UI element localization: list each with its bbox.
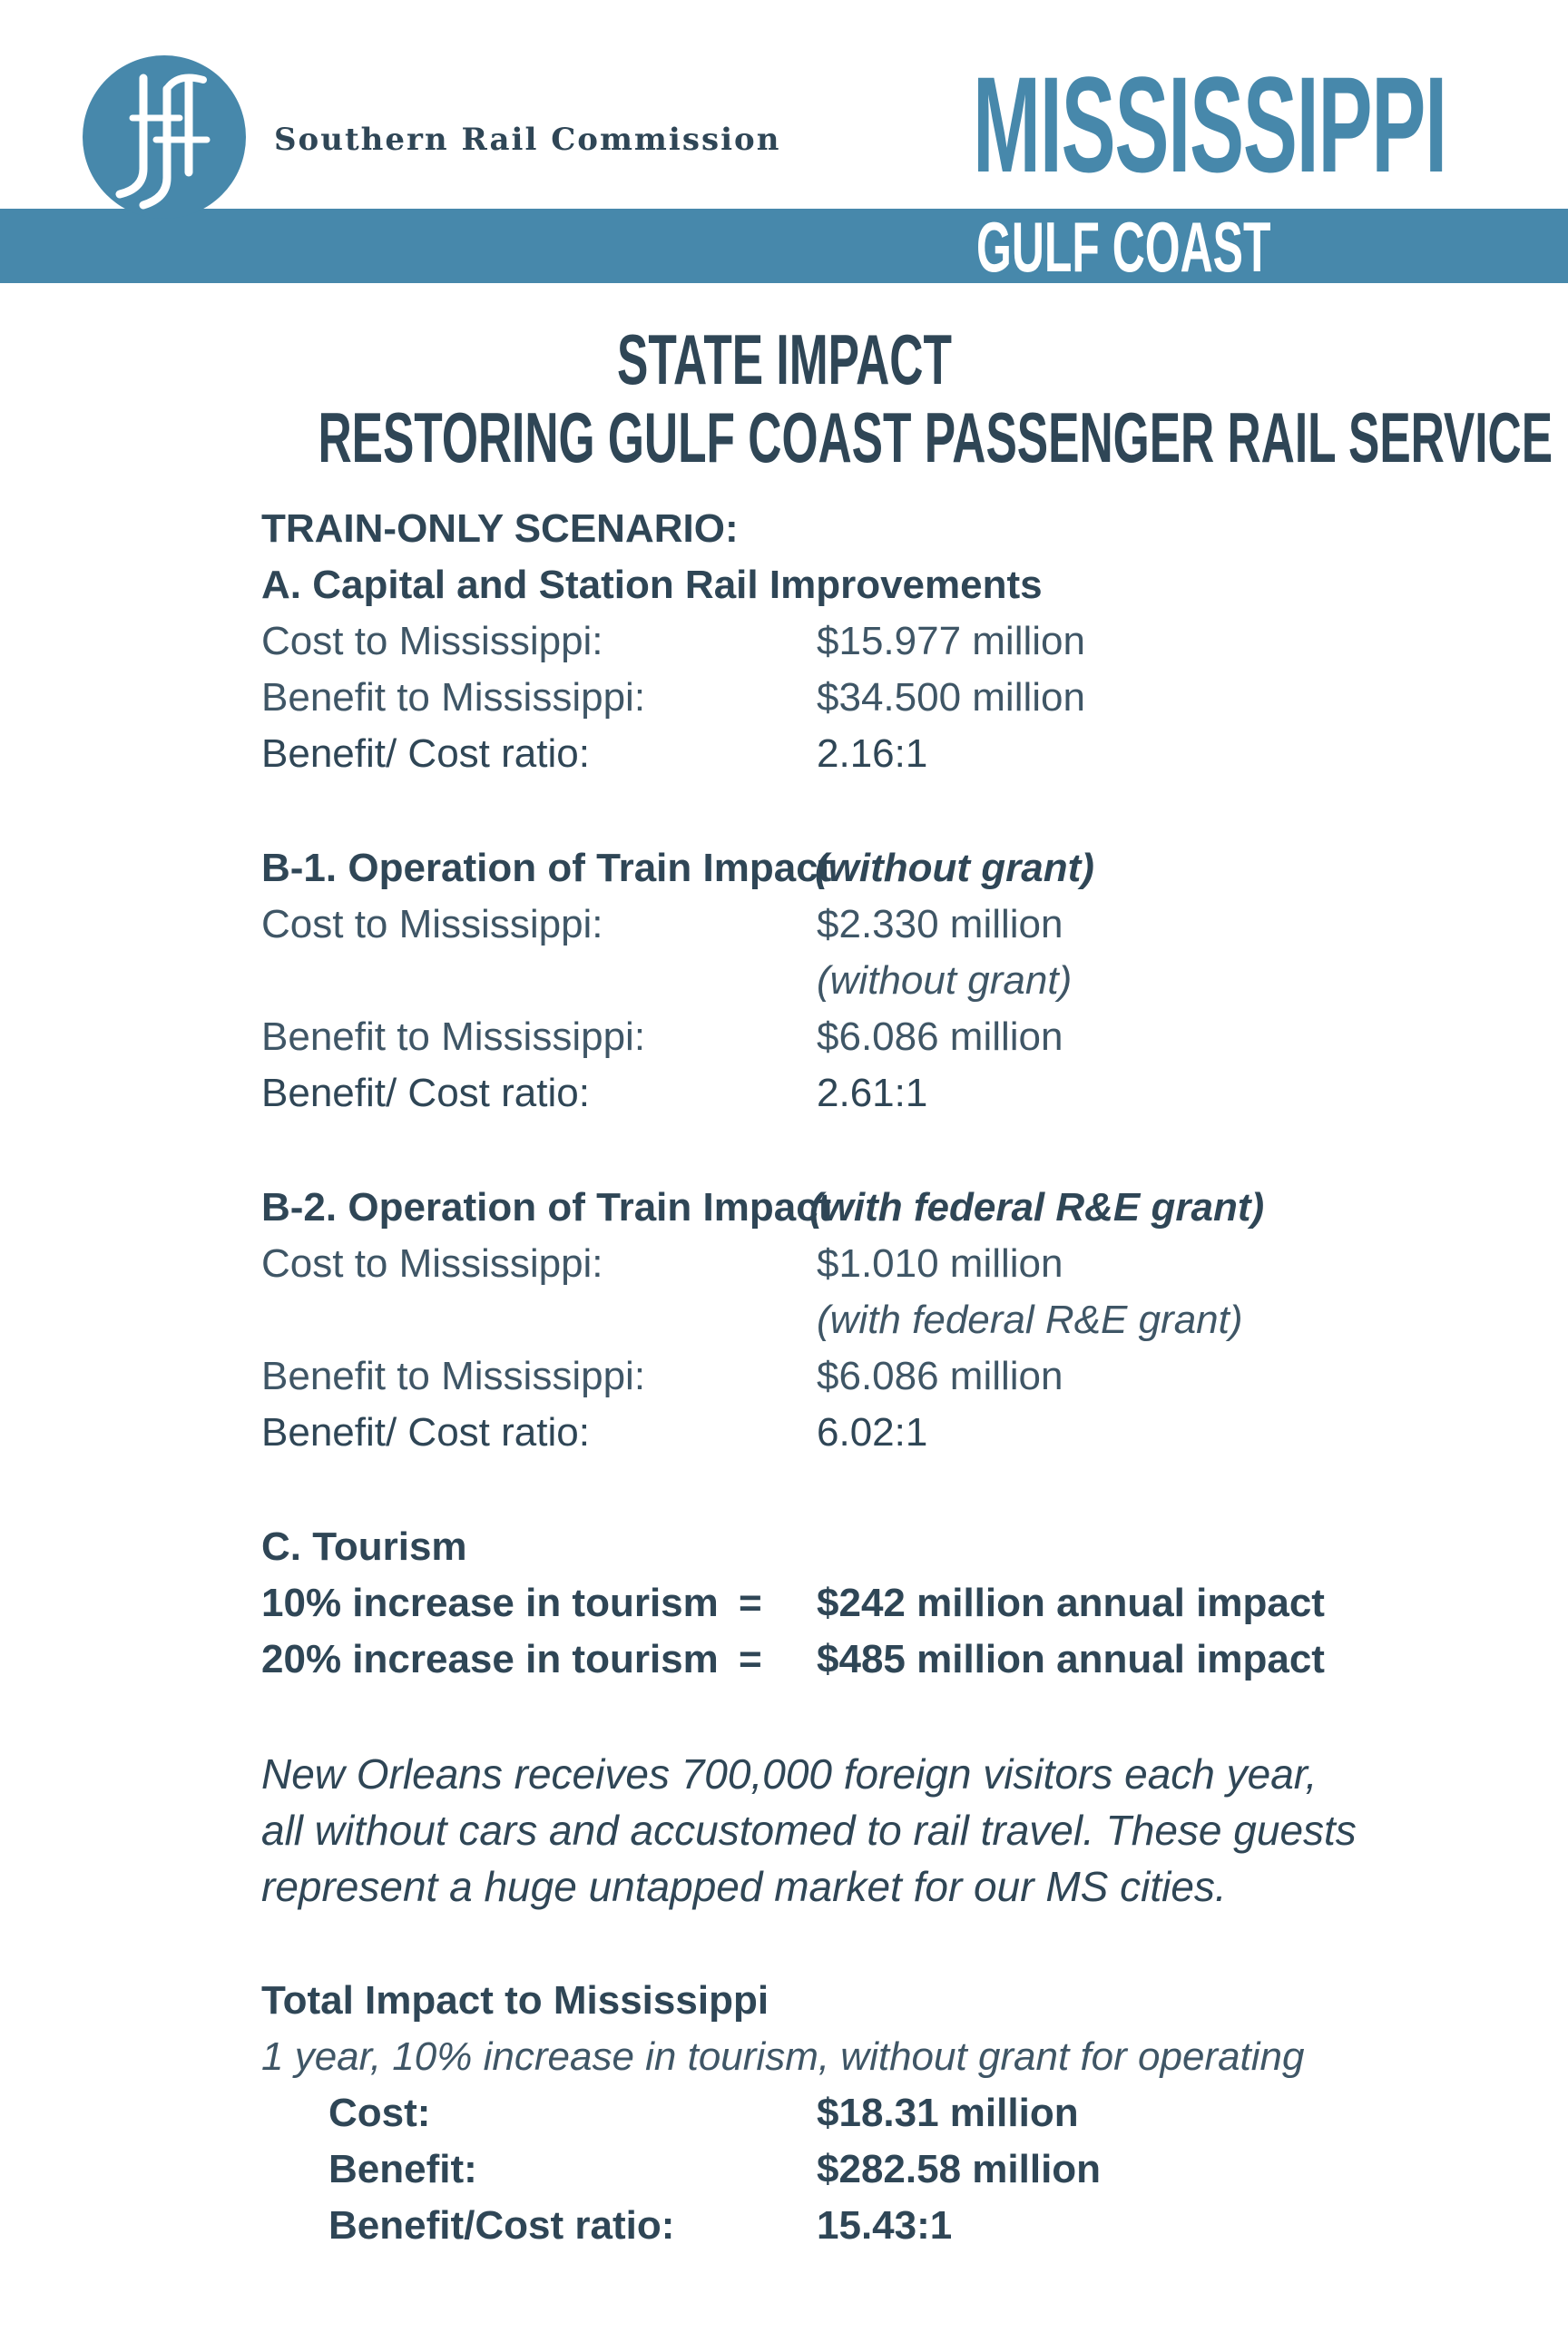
section-a-ratio-row: Benefit/ Cost ratio: 2.16:1 [261, 731, 928, 776]
section-a-cost-row: Cost to Mississippi: $15.977 million [261, 619, 1085, 663]
total-heading: Total Impact to Mississippi [261, 1978, 769, 2023]
page-title: STATE IMPACT [616, 319, 952, 399]
section-a-heading: A. Capital and Station Rail Improvements [261, 563, 1043, 607]
page-subtitle: RESTORING GULF COAST PASSENGER RAIL SERVICE [318, 397, 1553, 477]
visitors-note-line: represent a huge untapped market for our MS cities. [261, 1863, 1227, 1910]
org-name: Southern Rail Commission [274, 122, 781, 158]
section-b1-benefit-row: Benefit to Mississippi: $6.086 million [261, 1014, 1063, 1059]
section-b1-cost-note: (without grant) [817, 958, 1073, 1003]
rail-commission-logo-icon [80, 53, 249, 221]
section-b1-cost-row: Cost to Mississippi: $2.330 million [261, 902, 1063, 946]
section-a-benefit-row: Benefit to Mississippi: $34.500 million [261, 675, 1085, 720]
total-ratio-row: Benefit/Cost ratio: 15.43:1 [328, 2203, 953, 2248]
section-b2-cost-note: (with federal R&E grant) [817, 1298, 1243, 1342]
total-cost-row: Cost: $18.31 million [328, 2091, 1079, 2135]
tourism-row: 10% increase in tourism = $242 million annual impact [261, 1581, 1325, 1625]
visitors-note-line: all without cars and accustomed to rail travel. These guests [261, 1807, 1357, 1854]
section-b1-heading: B-1. Operation of Train Impact (without grant) [261, 846, 1094, 890]
state-title: MISSISSIPPI [973, 48, 1446, 201]
tourism-row: 20% increase in tourism = $485 million annual impact [261, 1637, 1325, 1681]
total-subheading: 1 year, 10% increase in tourism, without grant for operating [261, 2034, 1305, 2079]
section-b1-ratio-row: Benefit/ Cost ratio: 2.61:1 [261, 1071, 928, 1115]
section-b2-cost-row: Cost to Mississippi: $1.010 million [261, 1241, 1063, 1286]
section-b2-ratio-row: Benefit/ Cost ratio: 6.02:1 [261, 1410, 928, 1455]
total-benefit-row: Benefit: $282.58 million [328, 2147, 1102, 2191]
section-c-heading: C. Tourism [261, 1524, 467, 1569]
section-b2-heading: B-2. Operation of Train Impact (with federal R&E grant) [261, 1185, 1265, 1230]
scenario-label: TRAIN-ONLY SCENARIO: [261, 506, 739, 551]
visitors-note-line: New Orleans receives 700,000 foreign visitors each year, [261, 1750, 1318, 1798]
section-b2-benefit-row: Benefit to Mississippi: $6.086 million [261, 1354, 1063, 1398]
region-subtitle: GULF COAST [976, 207, 1271, 287]
